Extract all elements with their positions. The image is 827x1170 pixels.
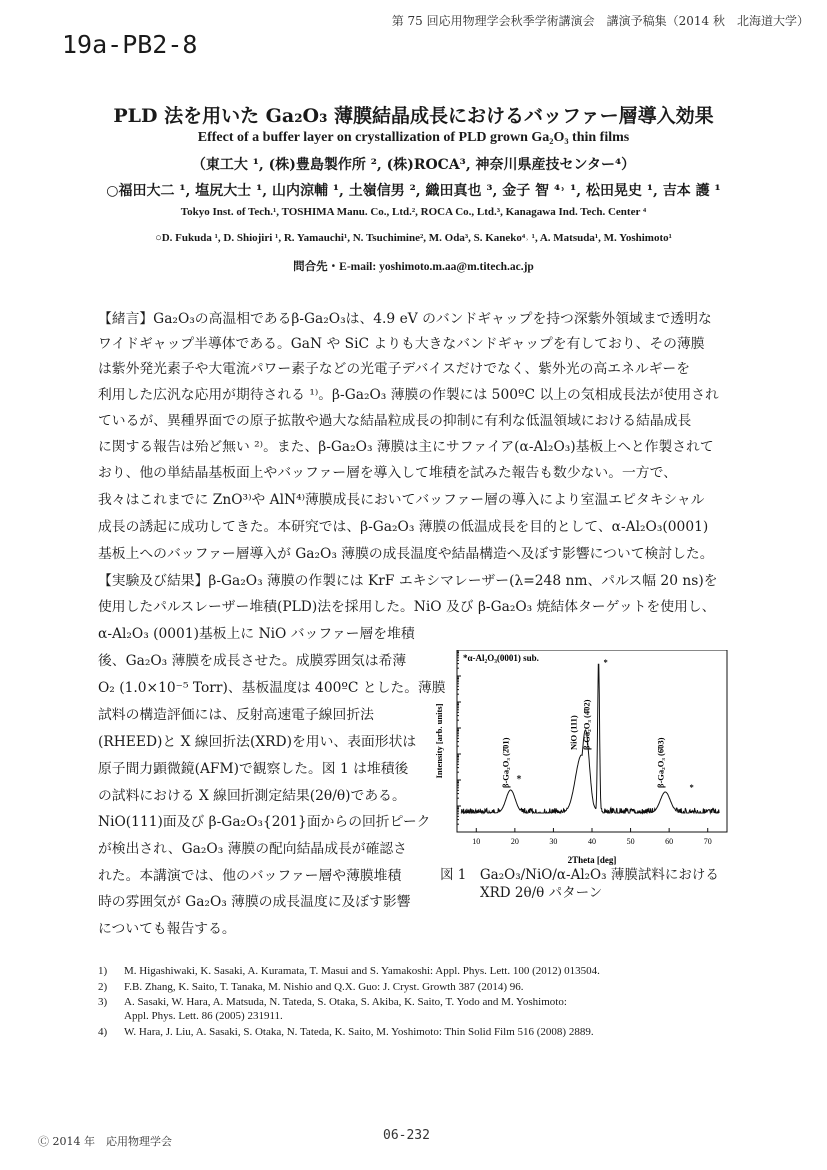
footer-copyright: Ⓒ 2014 年 応用物理学会 xyxy=(38,1135,172,1148)
paper-id: 19a-PB2-8 xyxy=(62,30,198,59)
body-line: 原子間力顕微鏡(AFM)で観察した。図 1 は堆積後 xyxy=(98,761,409,777)
legend-note: *α-Al₂O₃(0001) sub. xyxy=(463,653,539,663)
body-line: α-Al₂O₃ (0001)基板上に NiO バッファー層を堆積 xyxy=(98,626,415,642)
body-line: 成長の誘起に成功してきた。本研究では、β-Ga₂O₃ 薄膜の低温成長を目的として、α-Al₂O₃(0001) xyxy=(98,519,709,535)
y-axis-label: Intensity [arb. units] xyxy=(434,703,444,779)
x-tick-label: 10 xyxy=(472,837,481,846)
substrate-marker: * xyxy=(516,775,522,785)
reference-text: M. Higashiwaki, K. Sasaki, A. Kuramata, T. Masui and S. Yamakoshi: Appl. Phys. Lett. 100 (2012) 013504. xyxy=(124,965,600,977)
body-line: 我々はこれまでに ZnO³⁾や AlN⁴⁾薄膜成長においてバッファー層の導入により室温エピタキシャル xyxy=(98,492,705,508)
x-tick-label: 40 xyxy=(588,837,596,846)
x-tick-label: 50 xyxy=(626,837,635,846)
xrd-chart xyxy=(432,650,732,880)
body-line: O₂ (1.0×10⁻⁵ Torr)、基板温度は 400ºC とした。薄膜 xyxy=(98,680,446,696)
reference-number: 1) xyxy=(98,965,108,977)
x-tick-label: 70 xyxy=(703,837,712,846)
x-tick-label: 60 xyxy=(665,837,674,846)
contact-email: 問合先・E-mail: yoshimoto.m.aa@m.titech.ac.jp xyxy=(293,261,534,273)
reference-text: A. Sasaki, W. Hara, A. Matsuda, N. Tateda, S. Otaka, S. Akiba, K. Saito, T. Yodo and M. Yoshimoto: xyxy=(124,996,567,1008)
body-line: 使用したパルスレーザー堆積(PLD)法を採用した。NiO 及び β-Ga₂O₃ 焼結体ターゲットを使用し、 xyxy=(98,599,716,615)
peak-label: * xyxy=(603,657,608,667)
footer-page-number: 06-232 xyxy=(383,1128,430,1143)
reference-number: 4) xyxy=(98,1026,108,1038)
x-axis-label: 2Theta [deg] xyxy=(567,855,617,865)
affiliations-english: Tokyo Inst. of Tech.¹, TOSHIMA Manu. Co., Ltd.², ROCA Co., Ltd.³, Kanagawa Ind. Tech. Center ⁴ xyxy=(180,206,647,218)
body-line: についても報告する。 xyxy=(98,921,236,937)
body-line: の試料における X 線回折測定結果(2θ/θ)である。 xyxy=(98,788,406,804)
reference-item xyxy=(98,1026,594,1038)
body-line: 【緒言】Ga₂O₃の高温相であるβ-Ga₂O₃は、4.9 eV のバンドギャップを持つ深紫外領域まで透明な xyxy=(98,311,712,327)
x-tick-label: 30 xyxy=(549,837,558,846)
reference-text: W. Hara, J. Liu, A. Sasaki, S. Otaka, N. Tateda, K. Saito, M. Yoshimoto: Thin Solid Film 516 (2008) 2889. xyxy=(124,1026,594,1038)
peak-label: NiO (111) xyxy=(568,715,579,750)
peak-label: * xyxy=(689,782,694,792)
body-line: 【実験及び結果】β-Ga₂O₃ 薄膜の作製には KrF エキシマレーザー(λ=248 nm、パルス幅 20 ns)を xyxy=(98,573,718,589)
body-line: 試料の構造評価には、反射高速電子線回折法 xyxy=(98,707,374,723)
reference-item xyxy=(98,965,600,977)
reference-item xyxy=(98,981,524,993)
reference-number: 3) xyxy=(98,996,108,1008)
title-japanese: PLD 法を用いた Ga₂O₃ 薄膜結晶成長におけるバッファー層導入効果 xyxy=(113,105,714,127)
body-line: が検出され、Ga₂O₃ 薄膜の配向結晶成長が確認さ xyxy=(98,841,407,857)
affiliations-japanese: （東工大 ¹, (株)豊島製作所 ², (株)ROCA³, 神奈川県産技センター⁴） xyxy=(191,157,636,173)
caption-line: 図 1 Ga₂O₃/NiO/α-Al₂O₃ 薄膜試料における xyxy=(440,867,719,883)
peak-label: β-Ga₂O₃ (2̄01) xyxy=(500,737,511,788)
body-line: おり、他の単結晶基板面上やバッファー層を導入して堆積を試みた報告も数少ない。一方で、 xyxy=(98,465,677,481)
body-line: 基板上へのバッファー層導入が Ga₂O₃ 薄膜の成長温度や結晶構造へ及ぼす影響について検討した。 xyxy=(98,546,714,562)
x-tick-label: 20 xyxy=(510,837,519,846)
peak-label: β-Ga₂O₃ (4̄02) xyxy=(581,699,592,750)
body-line: ワイドギャップ半導体である。GaN や SiC よりも大きなバンドギャップを有しており、その薄膜 xyxy=(98,336,705,352)
reference-text: Appl. Phys. Lett. 86 (2005) 231911. xyxy=(124,1010,283,1022)
reference-item xyxy=(98,996,567,1008)
body-line: NiO(111)面及び β-Ga₂O₃{201}面からの回折ピーク xyxy=(98,814,431,830)
body-line: 時の雰囲気が Ga₂O₃ 薄膜の成長温度に及ぼす影響 xyxy=(98,894,411,910)
caption-line: XRD 2θ/θ パターン xyxy=(480,885,603,901)
body-line: に関する報告は殆ど無い ²⁾。また、β-Ga₂O₃ 薄膜は主にサファイア(α-Al₂O₃)基板上へと作製されて xyxy=(98,439,714,455)
title-english: Effect of a buffer layer on crystallization of PLD grown Ga₂O₃ thin films xyxy=(197,130,630,145)
body-line: 後、Ga₂O₃ 薄膜を成長させた。成膜雰囲気は希薄 xyxy=(98,653,407,669)
peak-label: β-Ga₂O₃ (6̄03) xyxy=(655,737,666,788)
authors-english: ○D. Fukuda ¹, D. Shiojiri ¹, R. Yamauchi¹, N. Tsuchimine², M. Oda³, S. Kaneko⁴˒ ¹, A. Matsuda¹, M. Yoshimoto¹ xyxy=(155,232,672,244)
body-line: れた。本講演では、他のバッファー層や薄膜堆積 xyxy=(98,868,402,884)
reference-number: 2) xyxy=(98,981,108,993)
reference-item xyxy=(98,1010,283,1022)
body-line: 利用した広汎な応用が期待される ¹⁾。β-Ga₂O₃ 薄膜の作製には 500ºC 以上の気相成長法が使用され xyxy=(98,387,719,403)
body-line: (RHEED)と X 線回折法(XRD)を用い、表面形状は xyxy=(98,734,417,750)
body-line: は紫外発光素子や大電流パワー素子などの光電子デバイスだけでなく、紫外光の高エネルギーを xyxy=(98,361,691,377)
reference-text: F.B. Zhang, K. Saito, T. Tanaka, M. Nishio and Q.X. Guo: J. Cryst. Growth 387 (2014) 96. xyxy=(124,981,524,993)
figure-caption xyxy=(440,866,719,902)
body-line: ているが、異種界面での原子拡散や過大な結晶粒成長の抑制に有利な低温領域における結晶成長 xyxy=(98,413,692,429)
plot-frame xyxy=(457,650,727,832)
authors-japanese: ○福田大二 ¹, 塩尻大士 ¹, 山内涼輔 ¹, 土嶺信男 ², 織田真也 ³, 金子 智 ⁴˒ ¹, 松田晃史 ¹, 吉本 護 ¹ xyxy=(106,183,721,199)
conference-header: 第 75 回応用物理学会秋季学術講演会 講演予稿集（2014 秋 北海道大学） xyxy=(391,14,809,28)
